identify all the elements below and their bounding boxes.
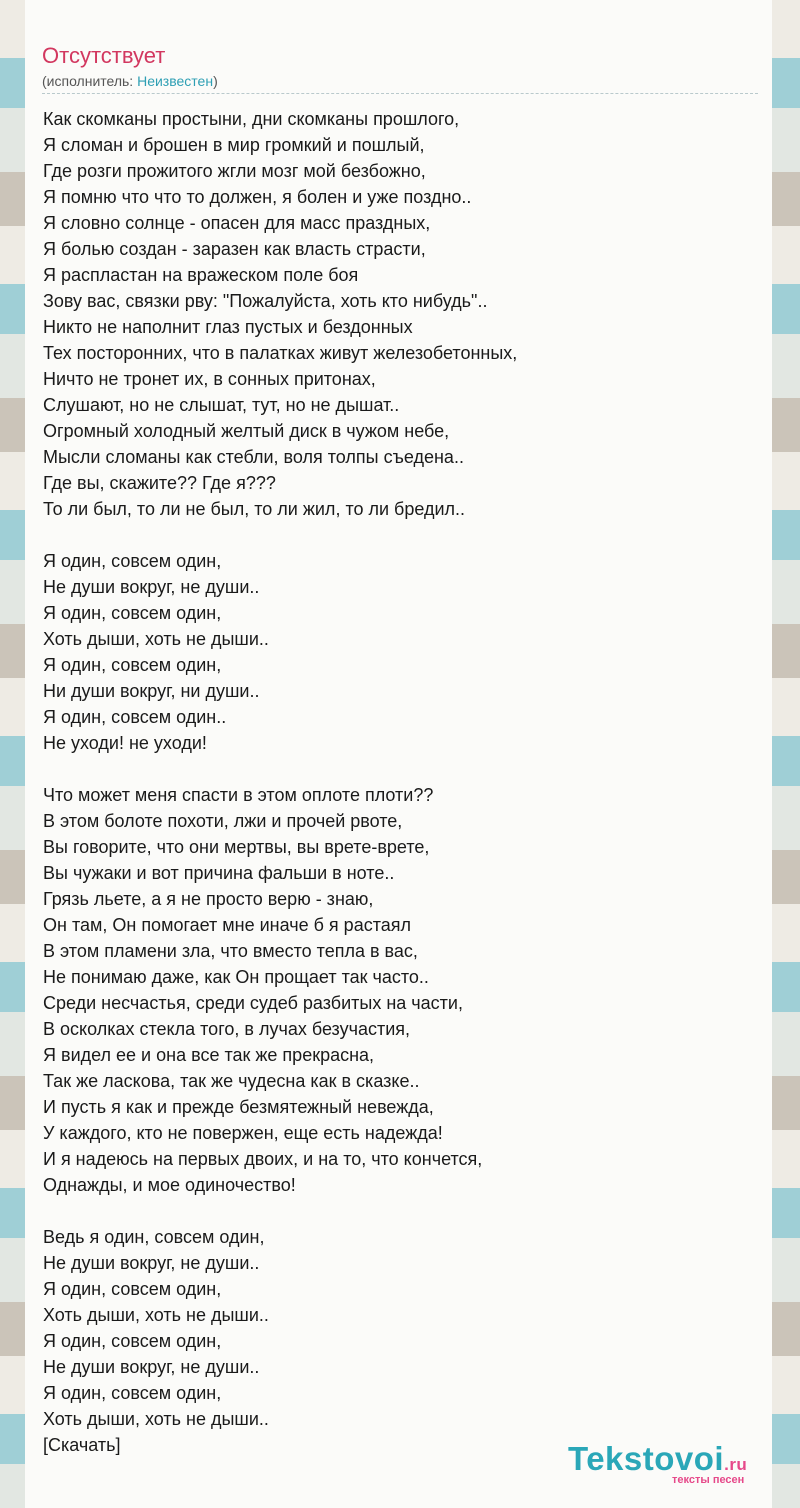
lyric-line: Он там, Он помогает мне иначе б я растаял [43,915,412,935]
lyric-line: Я один, совсем один, [43,603,222,623]
lyric-line: Я один, совсем один, [43,1331,222,1351]
lyric-line: Вы говорите, что они мертвы, вы врете-врете, [43,837,430,857]
lyric-line: Где вы, скажите?? Где я??? [43,473,276,493]
lyric-line: И пусть я как и прежде безмятежный невежда, [43,1097,434,1117]
lyric-line: В этом пламени зла, что вместо тепла в вас, [43,941,418,961]
lyric-line: Не уходи! не уходи! [43,733,207,753]
lyric-line: Я словно солнце - опасен для масс праздных, [43,213,431,233]
logo-wordmark [568,1440,747,1478]
lyric-line: Слушают, но не слышат, тут, но не дышат.. [43,395,400,415]
lyric-line: Зову вас, связки рву: "Пожалуйста, хоть кто нибудь".. [43,291,488,311]
lyric-line: И я надеюсь на первых двоих, и на то, что кончется, [43,1149,483,1169]
lyric-line: В осколках стекла того, в лучах безучастия, [43,1019,411,1039]
performer-link[interactable]: Неизвестен [137,73,214,89]
lyric-line: Не души вокруг, не души.. [43,1357,260,1377]
lyric-line: Грязь льете, а я не просто верю - знаю, [43,889,374,909]
lyric-line: Так же ласкова, так же чудесна как в сказке.. [43,1071,420,1091]
lyric-line: Хоть дыши, хоть не дыши.. [43,1409,269,1429]
song-title: Отсутствует [42,43,166,68]
site-logo[interactable] [568,1440,778,1490]
lyric-line: Вы чужаки и вот причина фальши в ноте.. [43,863,395,883]
logo-tagline: тексты песен [672,1474,745,1486]
lyrics-body [43,106,517,1458]
lyric-line: Что может меня спасти в этом оплоте плоти?? [43,785,434,805]
lyric-blank-line [43,756,517,782]
lyric-line: Ведь я один, совсем один, [43,1227,265,1247]
lyric-line: Я один, совсем один.. [43,707,227,727]
lyric-line: Я один, совсем один, [43,655,222,675]
lyric-line: Хоть дыши, хоть не дыши.. [43,629,269,649]
lyric-line: Однажды, и мое одиночество! [43,1175,296,1195]
lyric-line: Не души вокруг, не души.. [43,577,260,597]
lyric-line: Ни души вокруг, ни души.. [43,681,260,701]
lyric-line: Не души вокруг, не души.. [43,1253,260,1273]
lyric-line: Я болью создан - заразен как власть страсти, [43,239,426,259]
performer-line [42,73,218,89]
performer-prefix: (исполнитель: [42,73,138,89]
lyric-line: У каждого, кто не повержен, еще есть надежда! [43,1123,443,1143]
lyric-line: Не понимаю даже, как Он прощает так часто.. [43,967,429,987]
title-divider [42,93,758,94]
lyric-line: В этом болоте похоти, лжи и прочей рвоте, [43,811,403,831]
lyric-line: Огромный холодный желтый диск в чужом небе, [43,421,450,441]
performer-suffix: ) [213,73,218,89]
download-link[interactable]: [Скачать] [43,1435,121,1455]
lyric-line: Где розги прожитого жгли мозг мой безбожно, [43,161,426,181]
logo-tld: .ru [724,1455,748,1474]
lyric-line: Хоть дыши, хоть не дыши.. [43,1305,269,1325]
lyric-line: Я помню что что то должен, я болен и уже поздно.. [43,187,472,207]
lyric-line: Никто не наполнит глаз пустых и бездонных [43,317,413,337]
lyric-line: Мысли сломаны как стебли, воля толпы съедена.. [43,447,464,467]
lyric-blank-line [43,522,517,548]
lyric-line: То ли был, то ли не был, то ли жил, то ли бредил.. [43,499,466,519]
logo-name: Tekstovoi [568,1440,725,1477]
lyric-line: Я один, совсем один, [43,551,222,571]
lyric-line: Я распластан на вражеском поле боя [43,265,359,285]
lyric-line: Я один, совсем один, [43,1279,222,1299]
lyric-line: Среди несчастья, среди судеб разбитых на части, [43,993,463,1013]
lyric-line: Ничто не тронет их, в сонных притонах, [43,369,376,389]
lyric-line: Как скомканы простыни, дни скомканы прошлого, [43,109,460,129]
lyric-blank-line [43,1198,517,1224]
lyric-line: Я видел ее и она все так же прекрасна, [43,1045,375,1065]
lyric-line: Я один, совсем один, [43,1383,222,1403]
lyric-line: Я сломан и брошен в мир громкий и пошлый, [43,135,425,155]
lyric-line: Тех посторонних, что в палатках живут железобетонных, [43,343,518,363]
